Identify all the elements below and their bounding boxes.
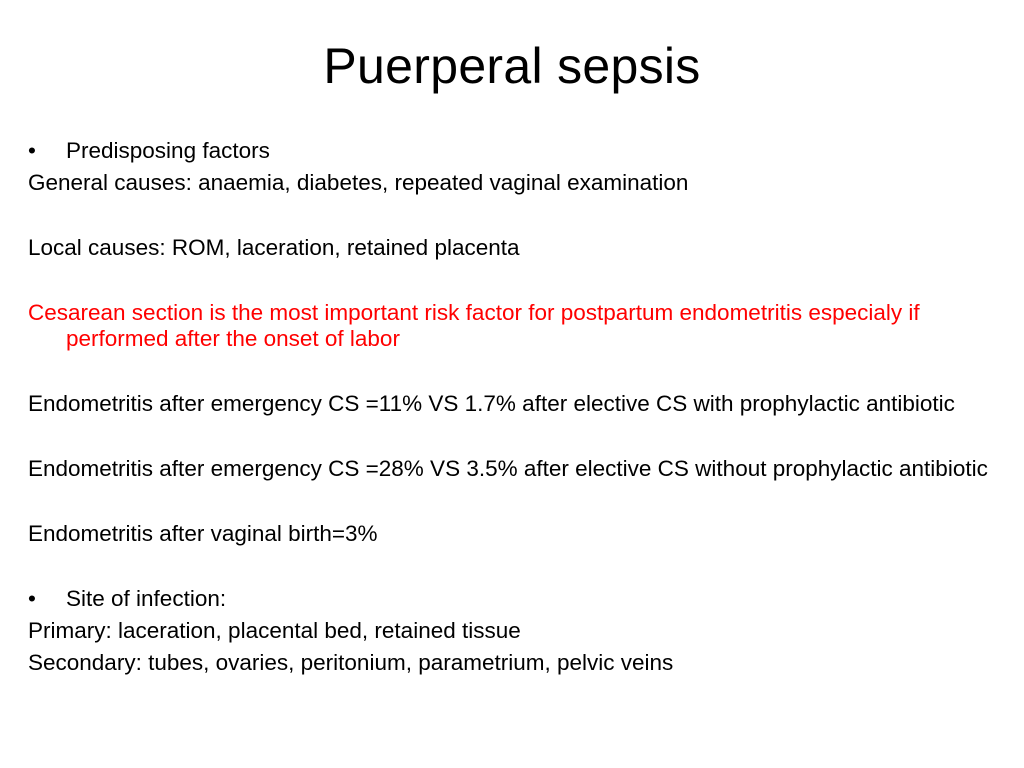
bullet-text: Predisposing factors xyxy=(66,138,270,163)
cesarean-risk-text: Cesarean section is the most important risk factor for postpartum endometritis especialy if performed after the onset of labor xyxy=(28,300,920,351)
local-causes-text: Local causes: ROM, laceration, retained placenta xyxy=(28,235,520,260)
secondary-site-text: Secondary: tubes, ovaries, peritonium, parametrium, pelvic veins xyxy=(28,650,674,675)
endometritis-without-prophylactic-text: Endometritis after emergency CS =28% VS 3.5% after elective CS without prophylactic antibiotic xyxy=(28,456,988,481)
endometritis-vaginal-birth-text: Endometritis after vaginal birth=3% xyxy=(28,521,378,546)
slide-title: Puerperal sepsis xyxy=(323,38,701,94)
bullet-dot-icon: • xyxy=(28,138,36,163)
bullet-dot-icon: • xyxy=(28,586,36,611)
endometritis-with-prophylactic-text: Endometritis after emergency CS =11% VS 1.7% after elective CS with prophylactic antibiotic xyxy=(28,391,955,416)
bullet-predisposing-factors xyxy=(28,138,998,164)
slide-content xyxy=(28,138,998,676)
bullet-site-of-infection xyxy=(28,586,998,612)
bullet-text: Site of infection: xyxy=(66,586,227,611)
general-causes-text: General causes: anaemia, diabetes, repeated vaginal examination xyxy=(28,170,689,195)
primary-site-text: Primary: laceration, placental bed, retained tissue xyxy=(28,618,521,643)
